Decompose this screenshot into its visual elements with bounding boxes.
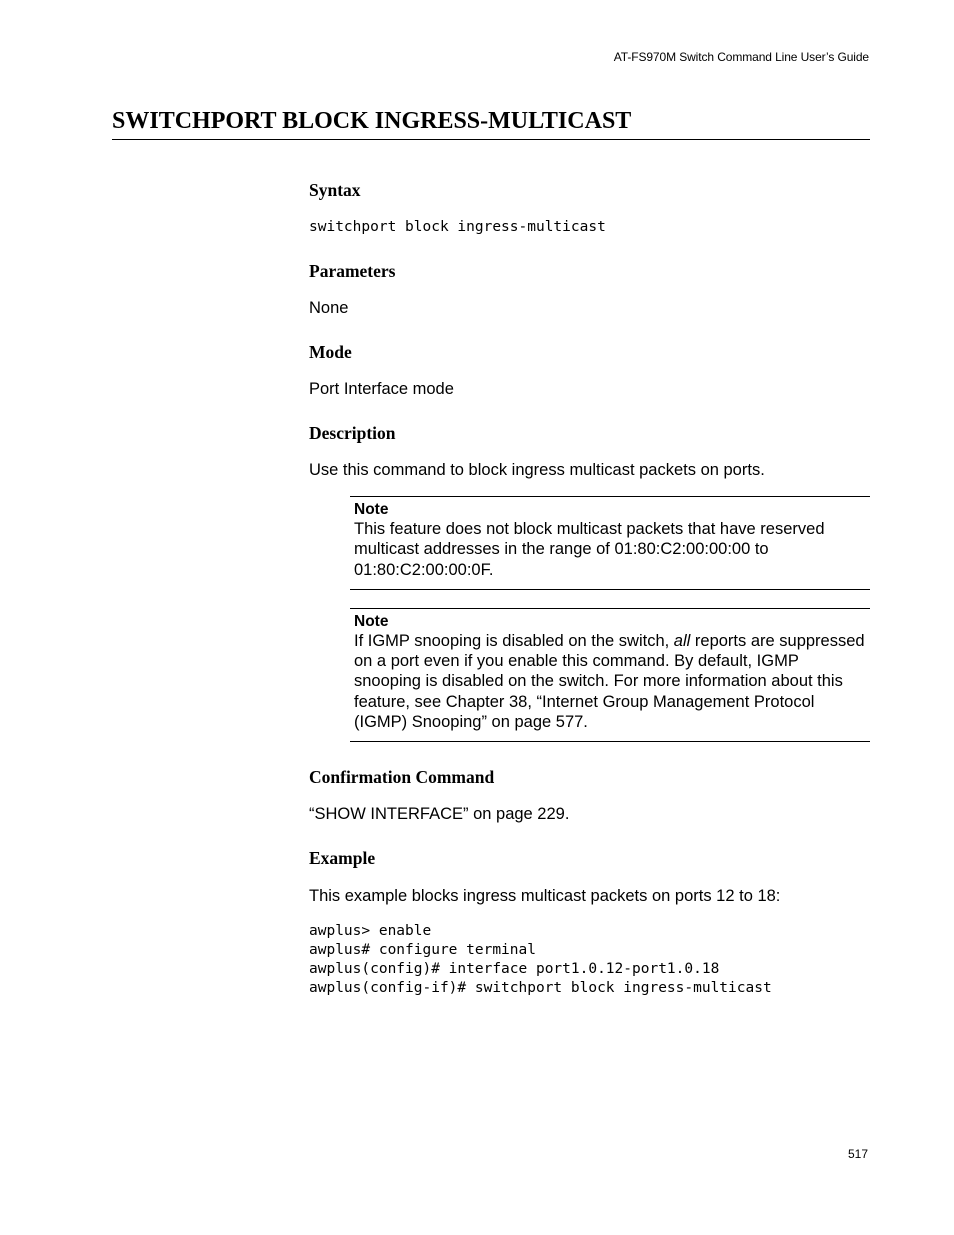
description-text: Use this command to block ingress multicast packets on ports. xyxy=(309,461,765,479)
parameters-text: None xyxy=(309,299,349,317)
note-label: Note xyxy=(354,612,389,630)
note-box-reserved-addresses xyxy=(350,496,870,590)
syntax-heading: Syntax xyxy=(309,180,361,200)
code-line: awplus> enable xyxy=(309,923,432,940)
code-line: awplus# configure terminal xyxy=(309,942,536,959)
note-label: Note xyxy=(354,501,389,518)
code-line: awplus(config-if)# switchport block ingress-multicast xyxy=(309,980,772,997)
confirmation-link[interactable]: “SHOW INTERFACE” on page 229. xyxy=(309,805,570,824)
note-text: This feature does not block multicast packets that have reserved multicast addresses in the range of 01:80:C2:00:00:00 to 01:80:C2:00:00:0F. xyxy=(354,520,825,579)
note-text xyxy=(354,631,870,732)
description-heading: Description xyxy=(309,423,396,443)
confirmation-heading: Confirmation Command xyxy=(309,767,495,788)
example-code-block xyxy=(309,922,870,998)
note-box-igmp-snooping xyxy=(350,608,870,742)
example-text: This example blocks ingress multicast packets on ports 12 to 18: xyxy=(309,887,781,906)
example-heading: Example xyxy=(309,848,376,869)
note-text-part: reports are suppressed on a port even if you enable this command. By default, IGMP snooping is disabled on the switch. For more information about this feature, see Chapter 38, “Internet Group Management Protocol (IGMP) Snooping” on page 577. xyxy=(354,631,865,732)
page-title: SWITCHPORT BLOCK INGRESS-MULTICAST xyxy=(112,108,870,140)
mode-heading: Mode xyxy=(309,342,352,362)
note-emphasis: all xyxy=(673,631,691,650)
running-header: AT-FS970M Switch Command Line User’s Guide xyxy=(613,50,869,64)
command-reference-content xyxy=(309,178,870,998)
mode-text: Port Interface mode xyxy=(309,380,454,398)
code-line: awplus(config)# interface port1.0.12-port1.0.18 xyxy=(309,961,720,978)
page-number: 517 xyxy=(847,1147,868,1161)
parameters-heading: Parameters xyxy=(309,261,396,281)
note-text-part: If IGMP snooping is disabled on the switch, xyxy=(354,631,674,650)
syntax-command: switchport block ingress-multicast xyxy=(309,219,606,235)
